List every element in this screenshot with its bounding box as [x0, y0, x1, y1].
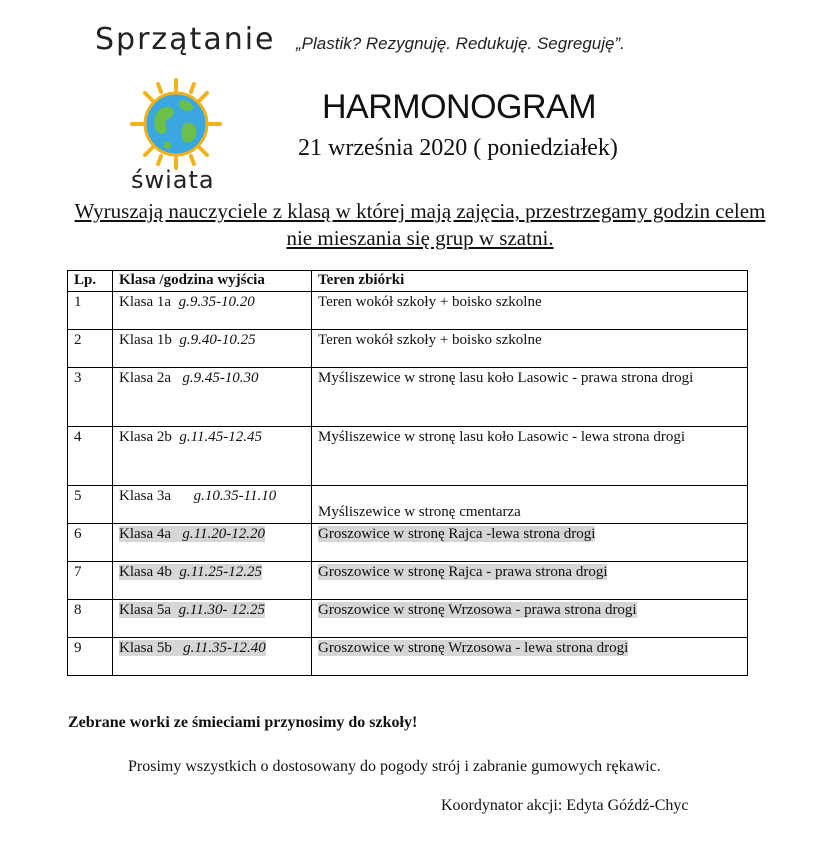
class-name: Klasa 2b	[119, 429, 172, 445]
cell-teren: Myśliszewice w stronę cmentarza	[312, 486, 748, 524]
departure-time: g.11.35-12.40	[183, 640, 266, 656]
cell-teren: Teren wokół szkoły + boisko szkolne	[312, 330, 748, 368]
cell-lp: 9	[68, 638, 113, 676]
cell-teren	[312, 524, 748, 562]
table-row	[68, 368, 748, 427]
cell-lp: 7	[68, 562, 113, 600]
table-row	[68, 524, 748, 562]
page-title: HARMONOGRAM	[322, 88, 597, 126]
cell-teren	[312, 638, 748, 676]
table-row	[68, 562, 748, 600]
location-text: Groszowice w stronę Wrzosowa - prawa strona drogi	[318, 602, 637, 618]
departure-time: g.9.35-10.20	[178, 294, 255, 310]
class-name: Klasa 4a	[119, 526, 172, 542]
departure-time: g.9.40-10.25	[179, 332, 256, 348]
class-name: Klasa 5a	[119, 602, 172, 618]
cell-lp: 3	[68, 368, 113, 427]
table-row	[68, 486, 748, 524]
departure-time: g.9.45-10.30	[182, 370, 259, 386]
cell-klasa	[113, 368, 312, 427]
cell-klasa	[113, 427, 312, 486]
cell-klasa	[113, 600, 312, 638]
cell-klasa	[113, 486, 312, 524]
cell-klasa	[113, 292, 312, 330]
earth-sun-globe-icon	[128, 76, 224, 172]
cell-teren: Myśliszewice w stronę lasu koło Lasowic - lewa strona drogi	[312, 427, 748, 486]
bring-bags-note: Zebrane worki ze śmieciami przynosimy do szkoły!	[68, 714, 418, 731]
cell-lp: 1	[68, 292, 113, 330]
departure-time: g.11.45-12.45	[179, 429, 263, 445]
column-header-lp: Lp.	[68, 271, 113, 292]
coordinator-signature: Koordynator akcji: Edyta Góźdź-Chyc	[441, 797, 689, 814]
cell-teren	[312, 600, 748, 638]
clothing-request: Prosimy wszystkich o dostosowany do pogody strój i zabranie gumowych rękawic.	[128, 758, 661, 775]
column-header-teren: Teren zbiórki	[312, 271, 748, 292]
table-row	[68, 638, 748, 676]
cell-lp: 2	[68, 330, 113, 368]
cell-lp: 6	[68, 524, 113, 562]
cell-klasa	[113, 524, 312, 562]
departure-time: g.11.20-12.20	[182, 526, 265, 542]
cell-lp: 5	[68, 486, 113, 524]
departure-time: g.10.35-11.10	[193, 488, 277, 504]
departure-time: g.11.30- 12.25	[178, 602, 265, 618]
location-text: Groszowice w stronę Rajca -lewa strona drogi	[318, 526, 596, 542]
cell-klasa	[113, 562, 312, 600]
column-header-klasa: Klasa /godzina wyjścia	[113, 271, 312, 292]
cell-lp: 8	[68, 600, 113, 638]
schedule-table	[67, 270, 748, 676]
cell-teren: Teren wokół szkoły + boisko szkolne	[312, 292, 748, 330]
location-text: Groszowice w stronę Rajca - prawa strona drogi	[318, 564, 608, 580]
cell-klasa	[113, 638, 312, 676]
logo-text-bottom: świata	[131, 166, 215, 194]
cell-teren	[312, 562, 748, 600]
cell-teren: Myśliszewice w stronę lasu koło Lasowic - prawa strona drogi	[312, 368, 748, 427]
event-date: 21 września 2020 ( poniedziałek)	[298, 135, 618, 161]
class-name: Klasa 4b	[119, 564, 172, 580]
slogan: „Plastik? Rezygnuję. Redukuję. Segreguję”.	[296, 34, 625, 53]
cell-klasa	[113, 330, 312, 368]
table-row	[68, 600, 748, 638]
table-row	[68, 330, 748, 368]
departure-time: g.11.25-12.25	[179, 564, 263, 580]
logo-text-top: Sprzątanie	[95, 22, 276, 57]
table-header-row	[68, 271, 748, 292]
table-row	[68, 292, 748, 330]
notice-text: Wyruszają nauczyciele z klasą w której mają zajęcia, przestrzegamy godzin celem nie mieszania się grup w szatni.	[74, 199, 766, 250]
cell-lp: 4	[68, 427, 113, 486]
class-name: Klasa 1b	[119, 332, 172, 348]
class-name: Klasa 5b	[119, 640, 172, 656]
class-name: Klasa 3a	[119, 488, 172, 504]
class-name: Klasa 1a	[119, 294, 172, 310]
location-text: Groszowice w stronę Wrzosowa - lewa strona drogi	[318, 640, 629, 656]
class-name: Klasa 2a	[119, 370, 172, 386]
table-row	[68, 427, 748, 486]
